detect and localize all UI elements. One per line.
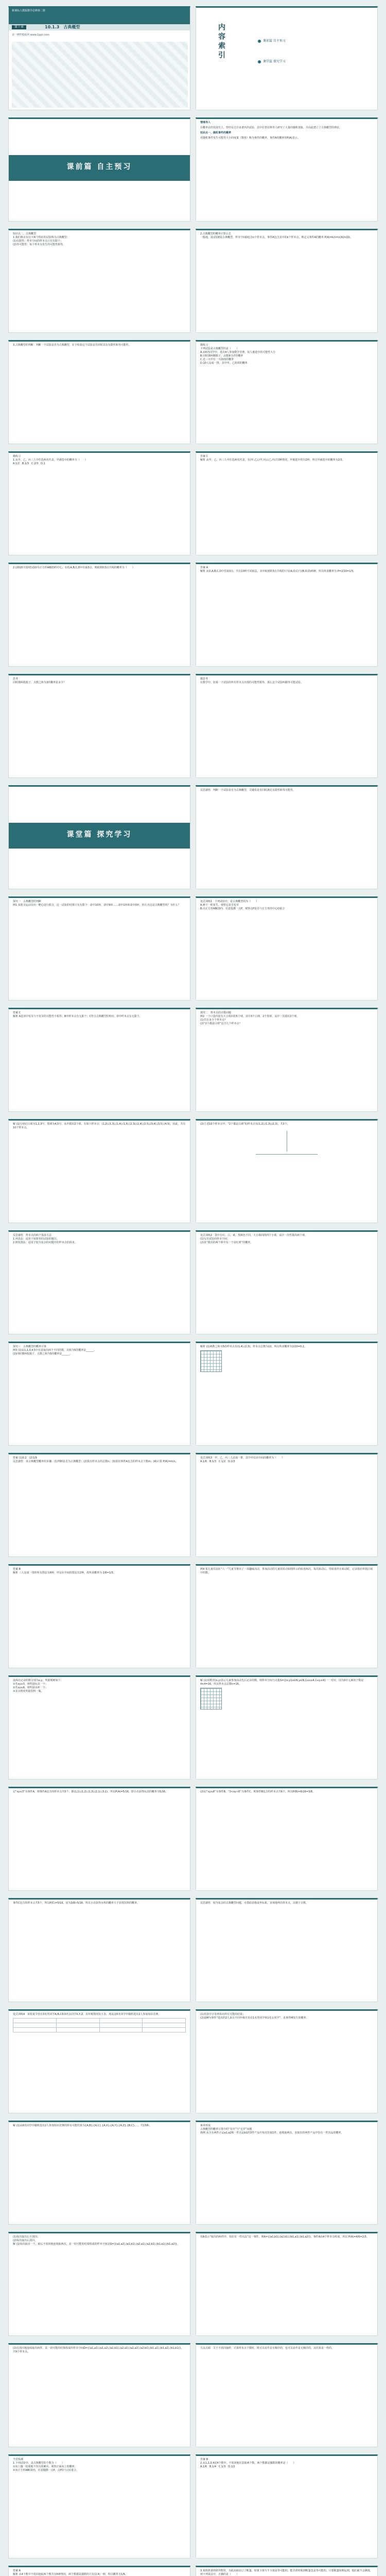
slide-text: 3.某班准备到郊外野营，为此向商店订了帐篷，如果下雨与不下雨是等可能的，能否准时收到帐篷也是等可能的，只要帐篷如期运到，他们就不会淋雨，则下列说法中，正确的是（ ） <box>200 2569 373 2576</box>
example-slide-12-left <box>196 2009 378 2113</box>
slide-text: 微练习 1.从甲、乙、丙三人中任选两名代表，甲被选中的概率为（ ） A.1/2 B.1/3 C.2/3 D.1 <box>13 455 87 465</box>
example-slide-1-left <box>8 896 190 1001</box>
slide-text: 2.(2020全国Ⅰ卷)设O为正方形ABCD的中心，在O,A,B,C,D中任取3点，则取到的3点共线的概率为（ ） <box>13 566 135 569</box>
slide-text: 3.古典概型的判断：判断一个试验是否为古典概型，在于检验这个试验是否同时具有有限性和等可能性。 <box>13 344 131 347</box>
knowledge-slide-1-left <box>8 229 190 333</box>
bullet-icon <box>258 40 261 43</box>
slide-text: 事件C包含的样本点共5个，所以P(C)=5/16。因为3/8>5/16，所以小亮获得水杯的概率大于获得饮料的概率。 <box>13 1902 139 1905</box>
example-slide-6-right <box>8 1453 190 1557</box>
catalogue-word: 内容索引 <box>217 23 225 60</box>
catalogue-slide <box>196 6 378 110</box>
cover-illustration <box>12 42 188 108</box>
example-slide-11-left <box>196 1898 378 2002</box>
slide-text: 反思感悟 样本点的两个探求方法 1.列表法：适用于较简单的试验的题目。 2.树状图法：适用于较为复杂的问题中的样本点的探求。 <box>13 1234 77 1244</box>
example-slide-15-left <box>196 2343 378 2447</box>
slide-text: 反思感悟 较为复杂的古典概型问题，可借助表格或坐标系，直观地列出样本点，以便于计数。 <box>200 1902 309 1905</box>
example-slide-9-left <box>196 1675 378 1780</box>
section-title: 课堂篇 探究学习 <box>66 831 132 839</box>
intro-text: 在概率论的发展史上，曾经有过许多著名的试验，其中拉普拉斯等人研究了大量的随机现象，并由此建立了古典概型的理论。 <box>200 126 342 129</box>
slide-text: 答案 B 解析 三人站成一排的所有排法有6种，甲站在中间的排法有2种，故所求概率为 2/6=1/3。 <box>13 1568 116 1574</box>
slide-text: 记“xy≤3”为事件A，则事件A包含的样本点共5个，即(1,1),(1,2),(1,3),(2,1),(3,1)，所以P(A)=5/16，即小亮获得玩具的概率为5/16。 <box>13 1790 168 1793</box>
intro-heading: 情境导入 <box>200 121 211 124</box>
slide-text: (1)用表中字母列举出所有可能的结果； (2)设M为事件“选出的2人来自不同年级且恰有1名男同学和1名女同学”，求事件M发生的概率。 <box>200 2013 309 2020</box>
cover-header: 新课标人教版数学必修第二册 <box>9 8 190 26</box>
example-slide-10-right <box>8 1898 190 2002</box>
cover-title: 10.1.3 古典概型 <box>45 25 80 29</box>
example-slide-13-right <box>8 2232 190 2336</box>
example-slide-9-right <box>8 1787 190 1891</box>
knowledge-slide-2-left <box>8 340 190 444</box>
example-slide-3-left <box>196 1008 378 1112</box>
section1-slide <box>8 117 190 222</box>
slide-text: 2.古典概型的概率计算公式 一般地，设试验E是古典概型，样本空间Ω包含n个样本点，事件A包含其中的k个样本点，则定义事件A的概率 P(A)=k/n=n(A)/n(Ω)。 <box>200 232 353 239</box>
grid-figure <box>200 1688 222 1709</box>
example-slide-8-left <box>196 1564 378 1668</box>
example-slide-2-right <box>8 1008 190 1112</box>
slide-text: 知识点二、古典概型 1.我们将具有以下两个特征的试验称为古典概型： (1)有限性：样本空间的样本点只有有限个； (2)等可能性：每个样本点发生的可能性相等。 <box>13 232 69 246</box>
slide-text: 用A表示“取出的两件中，恰好有一件次品”这一事件，则A={(a1,b1),(a2,b1),(b1,a1),(b1,a2)}，事件A由4个样本点组成，所以 P(A)=4/6=2/3。 <box>200 2235 369 2239</box>
slide-text: (2)记“xy≥8”为事件B，“3<xy<8”为事件C，则事件B包含的样本点共6个，所以P(B)=6/16=3/8。 <box>200 1790 315 1793</box>
slide-text: 探究二 样本点的计数问题 例2 一个口袋内装有大小相同的5个球，其中3个白球、2个黑球，从中一次摸出2个球。 (1)共有多少个样本点？ (2)“2个都是白球”包含几个样本点？ <box>200 1011 300 1025</box>
slide-text: (2)有放回地连续取出两件，其一切可能的结果组成的样本空间Ω={(a1,a1),(a1,a2),(a1,b1),(a2,a1),(a2,a2),(a2,b1),(b1,a1),(b1,a2),(b1,b1)}，共9个样本点。 <box>13 2347 184 2353</box>
slide-text: 变式训练2 袋中有红、白、黄、黑颜色不同，大小相同的四个小球，从中一次性摸出两个球。 (1)写出试验的样本空间； (2)求“摸出的两个球中有一个是红球”的概率。 <box>200 1234 308 1244</box>
example-slide-7-left <box>196 1453 378 1557</box>
knowledge-slide-2-right <box>196 340 378 444</box>
slide-text: 答案 B 2.从1,2,3,4这4个数中，不放回地任意取两个数，两个数都是偶数的概率是（ ） A.1/6 B.1/4 C.1/3 D.1/2 <box>200 2458 296 2468</box>
slide-text: (1)每次取出后不放回； (2)每次取出后放回。 解 (1)每次取出一个，取后不放回地连续取两次，其一切可能的结果组成的样本空间是Ω={(a1,a2),(a1,b1),(a2,a1),(a2,b1),(b1,a1),(b1,a2)}。 <box>13 2235 180 2246</box>
slide-text: 答案 C 解析 A选项中发芽与不发芽的可能性不相等；B中样本点有无限个；C符合古典概型的特征；D中样本点有无限个。 <box>13 1011 142 1018</box>
example-slide-14-left <box>196 2232 378 2336</box>
example-slide-4-right <box>8 1230 190 1334</box>
slide-text: 答案 A 解析 从O,A,B,C,D中任取3点，共有10种不同取法，其中取到的3点共线的只有(A,O,C)与(B,O,D)两种，所以所求概率为 P=2/10=1/5。 <box>200 566 356 573</box>
example-slide-5-right <box>8 1342 190 1446</box>
slide-text: 思考 同时掷两枚骰子，点数之和为3的概率是多少？ <box>13 677 66 684</box>
knowledge-slide-5-left <box>8 674 190 778</box>
slide-text: 解 (1)用数对(x,y)表示儿童参加活动先后记录的数，则样本空间与点集S={(x,y)|x∈N,y∈N,1≤x≤4,1≤y≤4}一一对应，因为S中元素的个数是4×4=16，所以样本点总数n=16。 <box>200 1679 364 1686</box>
knowledge-slide-5-right <box>196 674 378 778</box>
example-slide-16-left <box>196 2454 378 2558</box>
example-slide-16-right <box>8 2566 190 2576</box>
section-title: 课前篇 自主预习 <box>66 163 132 171</box>
example-slide-6-left <box>196 1342 378 1446</box>
slide-text: 解析 (1)两数之和为5的样本点有(1,4),(2,3)，样本点总数为10，所以所求概率为2/10=0.2。 <box>200 1345 307 1348</box>
example-slide-10-left <box>196 1787 378 1891</box>
example-slide-14-right <box>8 2343 190 2447</box>
slide-text: 答案 (1)0.2 (2)1/9 反思感悟 求古典概型概率的步骤：(1)判断是否为古典概型；(2)算出样本点的总数n；(3)算出事件A包含的样本点个数m；(4)计算 P(A)=m/n。 <box>13 1456 178 1463</box>
slide-text: 变式训练3 甲、乙、丙三人站成一排，其中甲站在中间的概率为（ ） A.1/6 B.1/3 C.1/2 D.2/3 <box>200 1456 285 1463</box>
knowledge-slide-4-right <box>196 563 378 667</box>
slide-text: 变式训练1 下列试验中，是古典概型的为（ ） A.种下一粒花生，观察它是否发芽 B.向正方形ABCD内，任意投掷一点P，观察点P是否与正方形的中心O重合 <box>200 900 285 910</box>
example-slide-2-left <box>196 896 378 1001</box>
knowledge-slide-4-left <box>8 563 190 667</box>
example-slide-8-right <box>8 1675 190 1780</box>
slide-text: 探究一 古典概型的判断 例1 某射击运动员向一靶心进行射击，这一试验的结果只有有限个：命中10环，命中9环……命中1环和命中0环。你认为这是古典概型吗？为什么？ <box>13 900 181 907</box>
example-slide-1-right <box>196 785 378 889</box>
grid-figure <box>200 1350 222 1372</box>
slide-text: 变式训练4 某校夏令营有3名男同学A,B,C和3名女同学X,Y,Z，其年级情况如下表，现从这6名同学中随机选出2人参加知识竞赛。 <box>13 2013 161 2016</box>
example-slide-11-right <box>8 2009 190 2113</box>
slide-text: 探究三 古典概型的概率计算 例3 (1)从1,2,3,4,5中任意取出两个不同的数，其和为5的概率是______。 (2)同时掷两枚骰子，点数之和为5的概率是______。 <box>13 1345 97 1355</box>
bullet-icon <box>258 60 261 63</box>
catalogue-item-1[interactable] <box>258 39 286 44</box>
knowledge-slide-1-right <box>196 229 378 333</box>
example-slide-12-right <box>8 2121 190 2225</box>
example-slide-4-left <box>196 1119 378 1223</box>
slide-text: 反思感悟 判断一个试验是否为古典概型，关键看是否同时满足有限性和等可能性。 <box>200 789 296 792</box>
cover-slide <box>8 6 190 110</box>
intro-slide <box>196 117 378 222</box>
knowledge-slide-3-left <box>8 451 190 555</box>
example-slide-7-right <box>8 1564 190 1668</box>
catalogue-item-2[interactable] <box>258 59 286 64</box>
example-slide-17-left <box>196 2566 378 2576</box>
chapter-chip: 第十章 <box>12 25 26 29</box>
example-slide-5-left <box>196 1230 378 1334</box>
intro-right-heading: 知识点一、随机事件的概率 <box>200 131 232 134</box>
cover-meta: 第一PPT模板网 www.1ppt.com <box>12 33 49 37</box>
slide-text: (2)上述10个样本点中，“2个都是白球”的样本点有(1,2),(1,3),(2,3)，共3个。 <box>200 1123 290 1126</box>
example-slide-3-right <box>8 1119 190 1223</box>
slide-text: 解 (1)分别记白球为1,2,3号，黑球为4,5号，从中摸出2个球，有如下样本点：(1,2),(1,3),(1,4),(1,5),(2,3),(2,4),(2,5),(3,4),(3,5),(4,5)，因此，共有10个样本点。 <box>13 1123 186 1129</box>
catalogue-item-label: 课前篇 自主预习 <box>263 39 286 43</box>
grade-table <box>13 2018 186 2032</box>
slide-text: 解 (1)从6名同学中随机选出2人参加知识竞赛的所有可能结果为{A,B},{A,C},{A,X},{A,Y},{A,Z},{B,C},…，共15种。 <box>13 2124 152 2127</box>
slide-text: 答案 C 解析 从甲、乙、丙三人中任选两名代表，有(甲,乙),(甲,丙),(乙,丙)共3种情况，甲被选中的有2种，所以甲被选中的概率为2/3。 <box>200 455 345 462</box>
intro-right-text: 对随机事件发生可能性大小的度量（数值）称为事件的概率，事件A的概率用P(A)表示。 <box>200 137 300 140</box>
slide-text: 微练习 下列试验是古典概型的是（ ） A.从6名同学中，选出4人参加数学竞赛，每人被选中的可能性大小 B.同时掷两颗骰子，点数和为7的概率 C.近三天中有一天降雨的概率 D.10人站成一排，其中甲、乙相邻的概率 <box>200 344 276 365</box>
cover-bar <box>9 24 190 30</box>
slide-text: 例4 某儿童乐园在“六一”儿童节推出了一项趣味活动，参加活动的儿童需转动如图所示的转盘两次，每次转动后，待转盘停止转动时，记录指针所指区域中的数。 <box>200 1568 373 1574</box>
slide-text: 设两次记录的数分别为x,y，奖励规则如下： ①若xy≤3，则奖励玩具一个； ②若xy≥8，则奖励水杯一个； ③其余情况奖励饮料一瓶。 <box>13 1679 63 1693</box>
tree-diagram <box>256 1128 318 1155</box>
example-slide-15-right <box>8 2454 190 2558</box>
slide-text: 当堂检测 1.下列试验中，是古典概型的个数为（ ） ①向上抛一枚质地不均匀的硬币，观察正面向上的概率； ②向正方形ABCD内，任意抛掷一点P，点P恰与点C重合。 <box>13 2458 79 2472</box>
slide-text: 方法点睛 关于不放回抽样，计算样本点个数时，既可以看作是有顺序的，也可以看作是无顺序的，其结果是一样的。 <box>200 2347 335 2350</box>
slide-text: 素养形成 古典概型的概率计算中的“有序”与“无序”问题 典例 从含有两件正品a1,a2和一件次品b1的3件产品中每次任取1件，连续取两次，求取出的两件产品中恰有一件次品的概率。 <box>200 2124 344 2134</box>
slide-text: 微思考 在数学中，如果一个试验的所有样本点出现的可能性相等，那么这个试验叫做等可能试验。 <box>200 677 304 684</box>
example-slide-13-left <box>196 2121 378 2225</box>
catalogue-item-label: 课堂篇 探究学习 <box>263 60 286 63</box>
knowledge-slide-3-right <box>196 451 378 555</box>
slide-text: 答案 A 解析 从4个数中不放回地取两个数共有6种情况，两个数都是偶数的只有(2,4)一种，所以概率为1/6。 <box>13 2569 128 2576</box>
section2-slide <box>8 785 190 889</box>
